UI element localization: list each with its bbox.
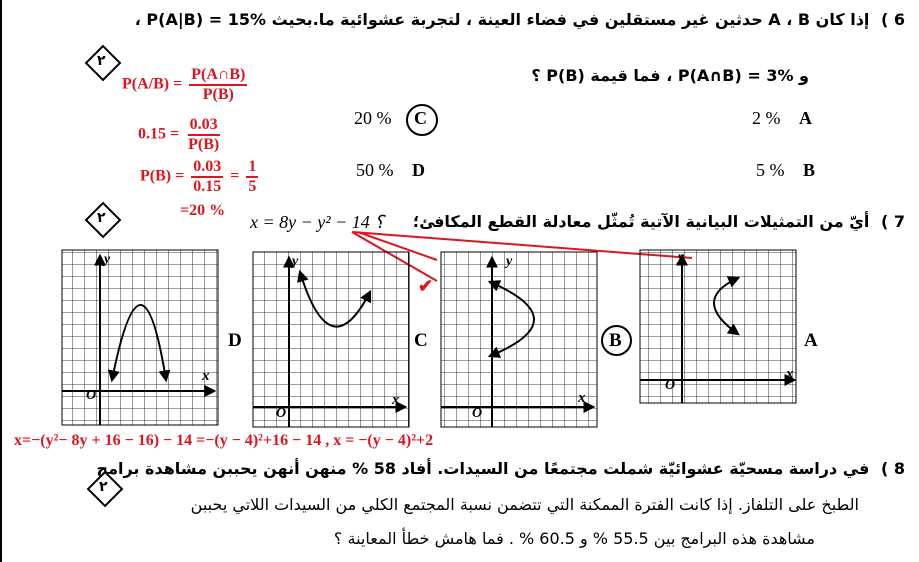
q6-option-B-letter: B [803, 160, 816, 180]
graph-C-x-label: x [392, 392, 400, 408]
graph-C-origin: O [276, 406, 287, 421]
q6-option-C-letter: C [414, 108, 427, 128]
graph-A-origin: O [665, 378, 676, 393]
q6-option-D-letter: D [412, 160, 425, 180]
graph-A-x-label: x [786, 366, 794, 382]
q6-text-line2: و P(A∩B) = 3% ، فما قيمة P(B) ؟ [531, 66, 809, 85]
graph-A[interactable] [640, 250, 796, 403]
q6-text-line1: إذا كان A ، B حدثين غير مستقلين في فضاء العينة ، لتجربة عشوائية ما.بحيث P(A|B) = 15% ، [134, 10, 870, 29]
q7-number: 7 ) [880, 212, 905, 231]
graph-B-label: B [609, 330, 622, 351]
q6-option-D-value: 50 % [356, 160, 394, 180]
q6-work-line2: 0.15 = $\frac{0.03}{P(B)}$ [138, 116, 220, 153]
graph-C-y-label: y [292, 254, 299, 269]
q6-number: 6 ) [880, 10, 905, 29]
graph-A-label: A [804, 330, 818, 351]
graph-B-y-label: y [506, 254, 513, 269]
q6-option-C-value: 20 % [354, 108, 392, 128]
q7-text: أيّ من التمثيلات البيانية الآتية تُمثّل معادلة القطع المكافئ؛ [412, 212, 870, 231]
graph-D-y-label: y [104, 252, 111, 267]
q6-option-B-value: 5 % [756, 160, 785, 180]
graph-D-origin: O [86, 388, 97, 403]
q7-check-mark: ✔ [418, 276, 434, 296]
graph-C[interactable] [253, 252, 409, 427]
q7-work: x=−(y²− 8y + 16 − 16) − 14 =−(y − 4)²+16 − 14 , x = −(y − 4)²+2 [14, 432, 434, 449]
graph-C-label: C [414, 330, 428, 351]
q7-score-label: ٢ [97, 210, 106, 226]
q8-score-label: ٢ [99, 479, 108, 495]
q8-text-line2: الطبخ على التلفاز. إذا كانت الفترة الممكنة التي تتضمن نسبة المجتمع الكلي من السيدات اللاتي يحببن [190, 495, 859, 514]
q6-work-line3: P(B) = $\frac{0.03}{0.15}$ = $\frac{1}{5}$ [140, 158, 257, 195]
graph-B-x-label: x [578, 390, 586, 406]
q8-number: 8 ) [880, 459, 905, 478]
q6-work-line1: P(A/B) = $\frac{P(A\cap B)}{P(B)}$ [122, 66, 246, 103]
graph-B-origin: O [472, 406, 483, 421]
graph-D-label: D [228, 330, 242, 351]
q6-option-A-letter: A [799, 108, 812, 128]
q8-text-line1: في دراسة مسحيّة عشوائيّة شملت مجتمعًا من السيدات. أفاد 58 % منهن أنهن يحببن مشاهدة برامج [96, 459, 870, 478]
graph-B[interactable] [441, 252, 597, 427]
q8-line1 [97, 459, 905, 478]
q6-option-A-value: 2 % [752, 108, 781, 128]
q6-score-label: ٢ [97, 53, 106, 69]
q8-text-line3: مشاهدة هذه البرامج بين 55.5 % و 60.5 % . فما هامش خطأ المعاينة ؟ [333, 529, 815, 548]
q7-equation: x = 8y − y² − 14 ؟ [250, 212, 384, 232]
q6-work-line4: =20 % [180, 202, 226, 219]
graph-D-x-label: x [202, 368, 210, 384]
graph-A-y-label: y [678, 250, 685, 265]
